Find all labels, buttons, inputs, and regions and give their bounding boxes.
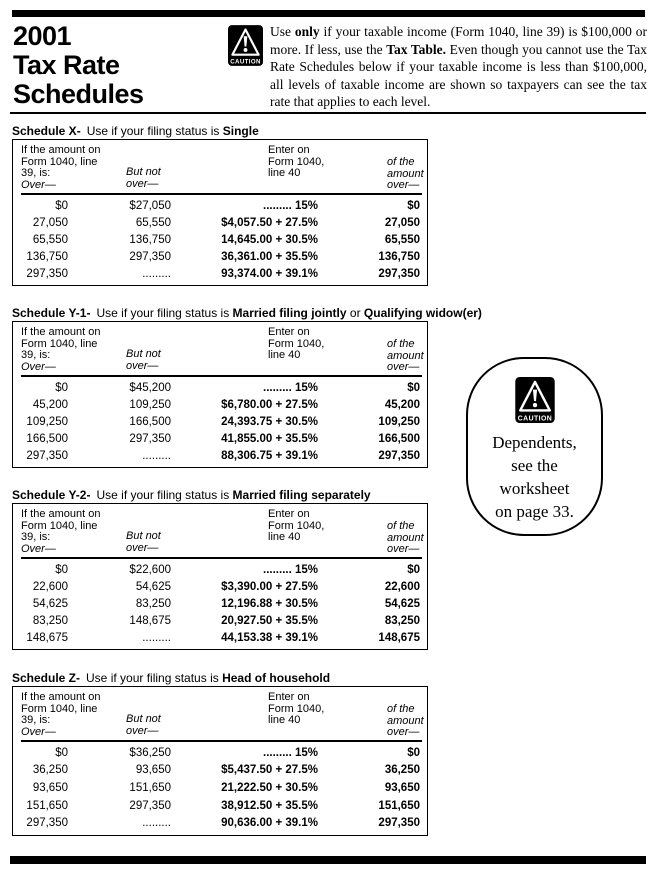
cell-but-not-over: 136,750 — [129, 233, 171, 246]
cell-of-amount-over: 45,200 — [384, 398, 420, 411]
caution-icon — [228, 25, 263, 66]
schedule-name: Schedule Z- — [12, 671, 81, 685]
column-header-but-not-over — [126, 167, 161, 190]
cell-but-not-over: ......... — [142, 267, 171, 280]
cell-but-not-over: 151,650 — [129, 781, 171, 794]
text-segment: Married filing separately — [232, 488, 371, 502]
text-line: over— — [387, 543, 420, 555]
cell-but-not-over: 166,500 — [129, 415, 171, 428]
cell-tax-formula: $4,057.50 + 27.5% — [221, 216, 318, 229]
table-rows — [13, 197, 427, 282]
text-segment: Qualifying widow(er) — [363, 306, 482, 320]
table-row — [13, 382, 427, 394]
dependents-note-text — [492, 431, 577, 523]
filing-status — [233, 306, 482, 320]
column-header-enter-on — [268, 692, 324, 727]
cell-but-not-over: $22,600 — [129, 563, 171, 576]
schedule-y1-label — [12, 306, 482, 320]
intro-paragraph — [270, 23, 647, 111]
cell-tax-formula: 93,374.00 + 39.1% — [221, 267, 318, 280]
cell-of-amount-over: 136,750 — [378, 250, 420, 263]
cell-of-amount-over: 297,350 — [378, 267, 420, 280]
caution-icon-label: CAUTION — [517, 415, 552, 423]
cell-over: 151,650 — [26, 799, 68, 812]
cell-over: $0 — [55, 563, 68, 576]
over-label: Over— — [21, 725, 56, 738]
over-label: Over— — [21, 542, 56, 555]
table-row — [13, 598, 427, 610]
column-header-but-not-over — [126, 349, 161, 372]
cell-tax-formula: 44,153.38 + 39.1% — [221, 631, 318, 644]
cell-but-not-over: 109,250 — [129, 398, 171, 411]
schedule-y2-section — [12, 488, 428, 644]
cell-of-amount-over: 36,250 — [384, 764, 420, 777]
cell-but-not-over: $36,250 — [129, 746, 171, 759]
text-line: over— — [387, 361, 420, 373]
cell-but-not-over: 297,350 — [129, 799, 171, 812]
table-row — [13, 234, 427, 246]
table-row — [13, 764, 427, 776]
text-line: amount — [387, 167, 424, 180]
column-header-over-lines — [21, 145, 101, 180]
text-line: line 40 — [268, 349, 301, 361]
cell-but-not-over: $45,200 — [129, 381, 171, 394]
cell-tax-formula: 24,393.75 + 30.5% — [221, 415, 318, 428]
text-segment: or — [346, 306, 364, 320]
text-line: Dependents, — [492, 433, 577, 452]
text-line: If the amount on — [21, 508, 101, 520]
text-line: 39, is: — [21, 714, 51, 726]
text-line: of the — [387, 338, 415, 350]
cell-of-amount-over: 109,250 — [378, 415, 420, 428]
cell-tax-formula: 21,222.50 + 30.5% — [221, 781, 318, 794]
cell-tax-formula: 90,636.00 + 39.1% — [221, 817, 318, 830]
column-header-over-lines — [21, 509, 101, 544]
cell-tax-formula: 41,855.00 + 35.5% — [221, 432, 318, 445]
cell-but-not-over: 83,250 — [135, 597, 171, 610]
table-row — [13, 782, 427, 794]
text-line: of the — [387, 520, 415, 532]
cell-tax-formula: 36,361.00 + 35.5% — [221, 250, 318, 263]
text-line: over— — [126, 177, 159, 190]
cell-over: 297,350 — [26, 267, 68, 280]
schedule-use-text: Use if your filing status is — [86, 671, 219, 685]
text-line: amount — [387, 531, 424, 544]
text-line: But not — [126, 348, 161, 360]
text-segment: Single — [222, 124, 259, 138]
caution-icon-label: CAUTION — [230, 58, 261, 66]
text-line: 39, is: — [21, 531, 51, 543]
cell-of-amount-over: 151,650 — [378, 799, 420, 812]
schedule-y2-label — [12, 488, 428, 502]
cell-over: 45,200 — [32, 398, 68, 411]
text-line: over— — [126, 359, 159, 372]
text-line: Enter on — [268, 326, 310, 338]
cell-over: 166,500 — [26, 432, 68, 445]
text-line: Enter on — [268, 508, 310, 520]
over-label: Over— — [21, 178, 56, 191]
schedule-x-table — [12, 139, 428, 286]
page-title — [13, 22, 144, 109]
text-line: amount — [387, 714, 424, 727]
cell-of-amount-over: 27,050 — [384, 216, 420, 229]
dependents-callout — [466, 357, 603, 536]
column-header-of-amount-over — [387, 339, 424, 374]
text-segment: Use — [270, 24, 295, 39]
table-rows — [13, 561, 427, 646]
text-line: But not — [126, 166, 161, 178]
table-row — [13, 251, 427, 263]
cell-tax-formula: 38,912.50 + 35.5% — [221, 799, 318, 812]
cell-but-not-over: 54,625 — [135, 580, 171, 593]
text-line: Form 1040, line — [21, 155, 98, 168]
text-segment: Tax Table. — [386, 41, 447, 57]
text-line: 2001 — [13, 21, 72, 51]
masthead-divider — [10, 112, 646, 114]
caution-icon — [515, 377, 555, 423]
text-segment: Married filing jointly — [232, 306, 347, 320]
cell-but-not-over: $27,050 — [129, 199, 171, 212]
text-line: amount — [387, 349, 424, 362]
table-row — [13, 564, 427, 576]
text-line: Form 1040, line — [21, 337, 98, 350]
cell-over: 54,625 — [32, 597, 68, 610]
table-row — [13, 615, 427, 627]
cell-of-amount-over: 93,650 — [384, 781, 420, 794]
text-line: Enter on — [268, 691, 310, 703]
cell-tax-formula: $3,390.00 + 27.5% — [221, 580, 318, 593]
schedule-z-label — [12, 671, 428, 685]
text-line: Tax Rate — [13, 50, 120, 80]
table-rows — [13, 744, 427, 832]
cell-tax-formula: ......... 15% — [263, 746, 318, 759]
header-separator — [21, 740, 422, 742]
cell-over: 83,250 — [32, 614, 68, 627]
table-row — [13, 200, 427, 212]
text-line: But not — [126, 713, 161, 725]
cell-over: 36,250 — [32, 764, 68, 777]
cell-but-not-over: 148,675 — [129, 614, 171, 627]
cell-over: $0 — [55, 199, 68, 212]
cell-tax-formula: $5,437.50 + 27.5% — [221, 764, 318, 777]
cell-over: $0 — [55, 746, 68, 759]
cell-of-amount-over: $0 — [407, 746, 420, 759]
text-line: Form 1040, — [268, 337, 325, 350]
schedule-y1-table — [12, 321, 428, 468]
text-segment: if your taxable income (Form 1040, line 39) is $100,000 or more. If less, use the — [270, 24, 647, 57]
text-line: over— — [126, 541, 159, 554]
text-line: If the amount on — [21, 144, 101, 156]
text-line: Form 1040, line — [21, 702, 98, 715]
cell-but-not-over: ......... — [142, 631, 171, 644]
table-row — [13, 817, 427, 829]
text-line: Form 1040, line — [21, 519, 98, 532]
cell-of-amount-over: 83,250 — [384, 614, 420, 627]
schedule-name: Schedule Y-1- — [12, 306, 91, 320]
text-segment: only — [294, 24, 320, 39]
cell-tax-formula: ......... 15% — [263, 563, 318, 576]
over-label: Over— — [21, 360, 56, 373]
cell-but-not-over: ......... — [142, 817, 171, 830]
cell-but-not-over: ......... — [142, 449, 171, 462]
cell-over: 136,750 — [26, 250, 68, 263]
cell-but-not-over: 93,650 — [135, 764, 171, 777]
top-rule — [12, 10, 645, 17]
schedule-use-text: Use if your filing status is — [96, 488, 230, 502]
cell-over: 297,350 — [26, 817, 68, 830]
cell-tax-formula: ......... 15% — [263, 381, 318, 394]
table-row — [13, 416, 427, 428]
text-line: of the — [387, 156, 415, 168]
column-header-but-not-over — [126, 714, 161, 737]
text-line: 39, is: — [21, 349, 51, 361]
column-header-over — [21, 509, 101, 555]
column-header-but-not-over — [126, 531, 161, 554]
cell-over: $0 — [55, 381, 68, 394]
text-line: over— — [387, 726, 420, 738]
header-separator — [21, 375, 422, 377]
text-segment: Head of household — [222, 671, 331, 685]
cell-of-amount-over: $0 — [407, 199, 420, 212]
cell-of-amount-over: 54,625 — [384, 597, 420, 610]
column-header-over-lines — [21, 327, 101, 362]
cell-tax-formula: 12,196.88 + 30.5% — [221, 597, 318, 610]
text-line: Schedules — [13, 79, 144, 109]
text-line: line 40 — [268, 531, 301, 543]
column-header-enter-on — [268, 145, 324, 180]
filing-status — [233, 488, 371, 502]
schedule-z-table — [12, 686, 428, 836]
column-header-over-lines — [21, 692, 101, 727]
text-segment: Even though you cannot use the Tax Rate Schedules below if your taxable income is less than $100,000, all levels of taxable income are shown so taxpayers can see the tax rate that applies to each level. — [270, 41, 648, 109]
header-separator — [21, 193, 422, 195]
column-header-of-amount-over — [387, 521, 424, 556]
text-line: Form 1040, — [268, 519, 325, 532]
column-header-of-amount-over — [387, 157, 424, 192]
cell-of-amount-over: $0 — [407, 563, 420, 576]
text-line: Form 1040, — [268, 155, 325, 168]
text-line: see the — [511, 456, 558, 475]
cell-over: 93,650 — [32, 781, 68, 794]
cell-tax-formula: 88,306.75 + 39.1% — [221, 449, 318, 462]
schedule-x-section — [12, 124, 428, 280]
column-header-over — [21, 327, 101, 373]
table-row — [13, 268, 427, 280]
cell-over: 109,250 — [26, 415, 68, 428]
cell-over: 148,675 — [26, 631, 68, 644]
filing-status — [222, 671, 330, 685]
text-line: of the — [387, 703, 415, 715]
cell-but-not-over: 297,350 — [129, 432, 171, 445]
table-row — [13, 217, 427, 229]
table-row — [13, 450, 427, 462]
table-rows — [13, 379, 427, 464]
column-header-over — [21, 692, 101, 738]
schedule-use-text: Use if your filing status is — [96, 306, 230, 320]
table-row — [13, 433, 427, 445]
filing-status — [223, 124, 259, 138]
bottom-rule — [10, 856, 646, 864]
cell-over: 65,550 — [32, 233, 68, 246]
cell-of-amount-over: 166,500 — [378, 432, 420, 445]
table-row — [13, 632, 427, 644]
table-row — [13, 399, 427, 411]
table-row — [13, 747, 427, 759]
cell-over: 297,350 — [26, 449, 68, 462]
cell-of-amount-over: 65,550 — [384, 233, 420, 246]
table-row — [13, 800, 427, 812]
cell-of-amount-over: 148,675 — [378, 631, 420, 644]
schedule-name: Schedule Y-2- — [12, 488, 91, 502]
text-line: If the amount on — [21, 691, 101, 703]
cell-over: 27,050 — [32, 216, 68, 229]
table-row — [13, 581, 427, 593]
text-line: If the amount on — [21, 326, 101, 338]
cell-of-amount-over: 297,350 — [378, 449, 420, 462]
text-line: over— — [126, 724, 159, 737]
column-header-of-amount-over — [387, 704, 424, 739]
column-header-enter-on — [268, 509, 324, 544]
cell-but-not-over: 297,350 — [129, 250, 171, 263]
cell-but-not-over: 65,550 — [135, 216, 171, 229]
text-line: on page 33. — [495, 502, 574, 521]
cell-over: 22,600 — [32, 580, 68, 593]
schedule-z-section — [12, 671, 428, 830]
schedule-y1-section — [12, 306, 482, 462]
text-line: over— — [387, 179, 420, 191]
column-header-over — [21, 145, 101, 191]
cell-of-amount-over: 22,600 — [384, 580, 420, 593]
text-line: 39, is: — [21, 167, 51, 179]
cell-tax-formula: ......... 15% — [263, 199, 318, 212]
schedule-x-label — [12, 124, 428, 138]
cell-tax-formula: 20,927.50 + 35.5% — [221, 614, 318, 627]
column-header-enter-on — [268, 327, 324, 362]
schedule-y2-table — [12, 503, 428, 650]
cell-tax-formula: $6,780.00 + 27.5% — [221, 398, 318, 411]
cell-tax-formula: 14,645.00 + 30.5% — [221, 233, 318, 246]
text-line: worksheet — [499, 479, 570, 498]
cell-of-amount-over: $0 — [407, 381, 420, 394]
text-line: But not — [126, 530, 161, 542]
cell-of-amount-over: 297,350 — [378, 817, 420, 830]
text-line: Enter on — [268, 144, 310, 156]
text-line: line 40 — [268, 714, 301, 726]
schedule-name: Schedule X- — [12, 124, 81, 138]
text-line: line 40 — [268, 167, 301, 179]
header-separator — [21, 557, 422, 559]
text-line: Form 1040, — [268, 702, 325, 715]
schedule-use-text: Use if your filing status is — [86, 124, 220, 138]
